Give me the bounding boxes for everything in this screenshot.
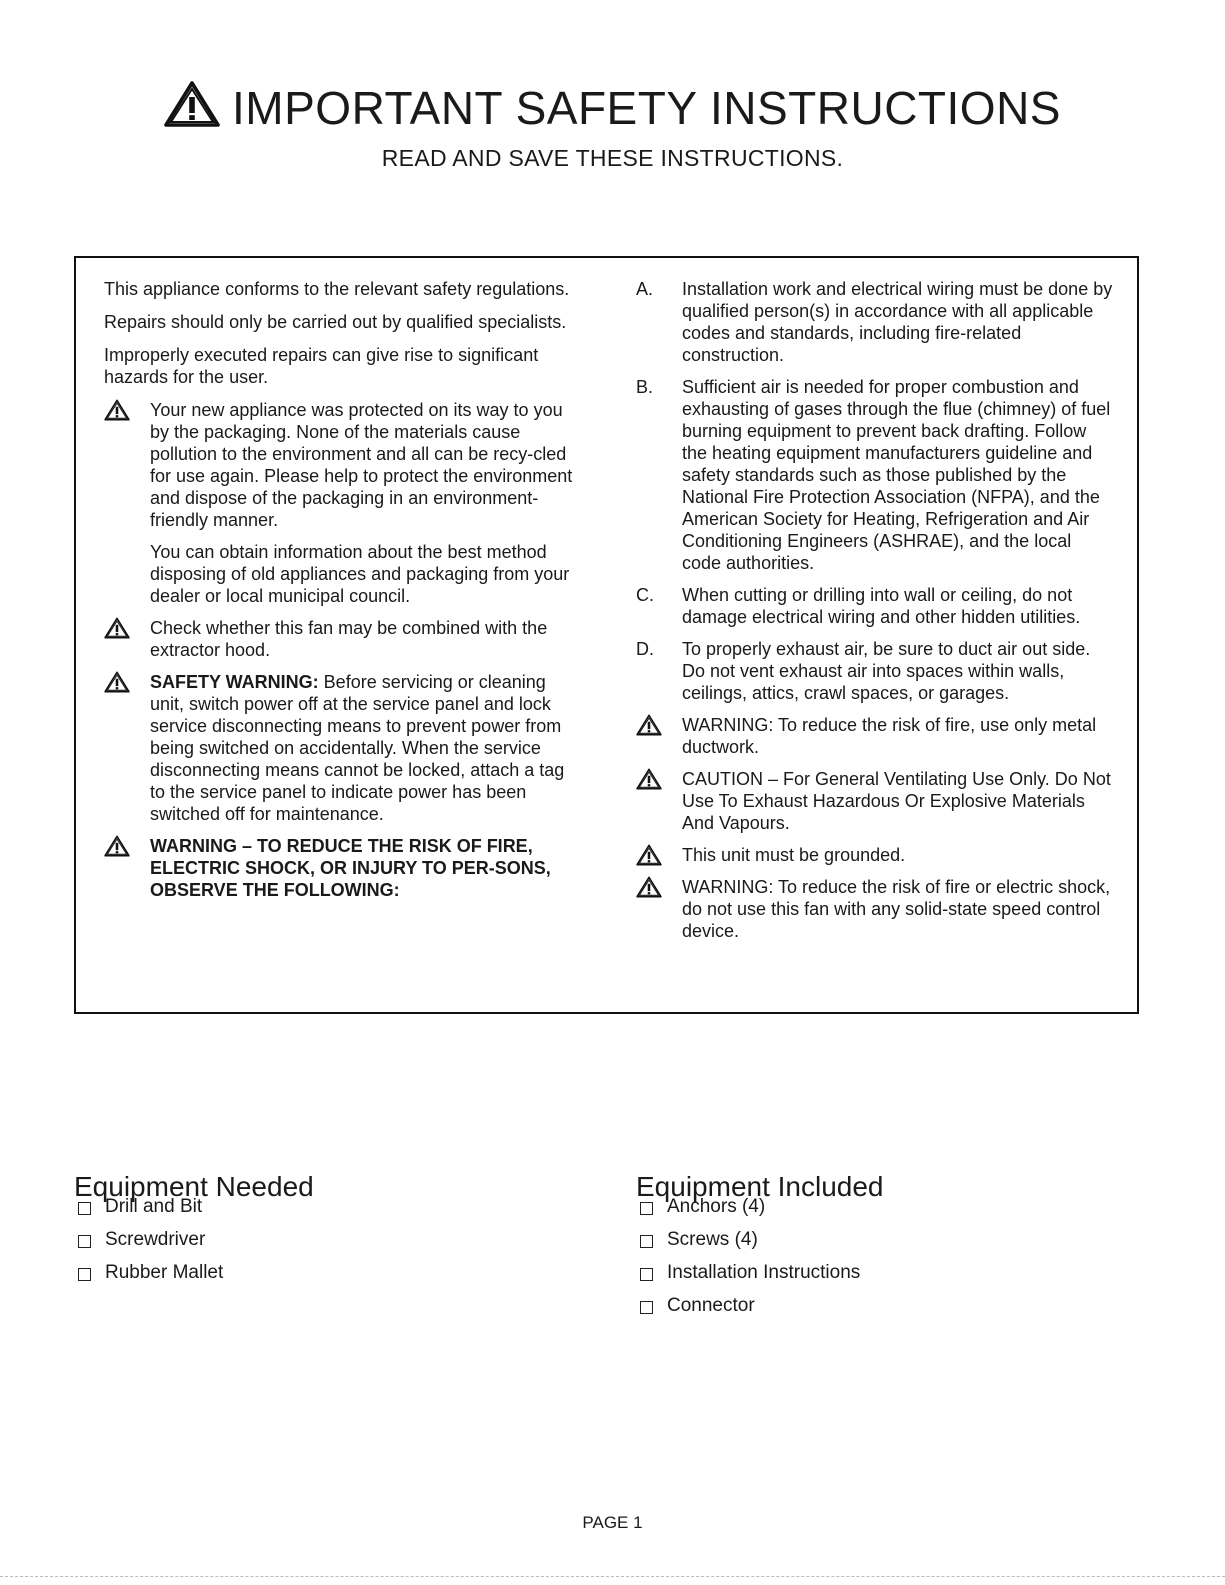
list-item-label: Screws (4) xyxy=(667,1229,758,1250)
checkbox-icon xyxy=(78,1202,91,1215)
intro-paragraph: Repairs should only be carried out by qualified specialists. xyxy=(104,312,567,332)
equipment-included-heading: Equipment Included xyxy=(636,1171,884,1203)
extractor-warning xyxy=(104,617,580,661)
warning-triangle-icon xyxy=(636,714,662,736)
checkbox-icon xyxy=(640,1301,653,1314)
ventilation-caution xyxy=(636,768,1114,834)
item-letter: B. xyxy=(636,377,654,397)
fire-warning xyxy=(104,835,580,901)
item-text: Installation work and electrical wiring must be done by qualified person(s) in accordance with all applicable codes and standards, including fire-related construction. xyxy=(682,279,1113,365)
equipment-needed-heading: Equipment Needed xyxy=(74,1171,314,1203)
item-text: Sufficient air is needed for proper combustion and exhausting of gases through the flue (chimney) of fuel burning equipment to prevent back drafting. Follow the heating equipment manufacturers guideline and safety standards such as those published by the National Fire Protection Association (NFPA), and the American Society for Heating, Refrigeration and Air Conditioning Engineers (ASHRAE), and the local code authorities. xyxy=(682,377,1111,573)
item-letter: D. xyxy=(636,639,654,659)
safety-left-column xyxy=(104,278,580,911)
warning-triangle-icon xyxy=(636,844,662,866)
warning-triangle-icon xyxy=(104,671,130,693)
lettered-item xyxy=(636,376,1114,574)
list-item-label: Screwdriver xyxy=(105,1229,206,1250)
disposal-info-text: You can obtain information about the best method disposing of old appliances and packaging from your dealer or local municipal council. xyxy=(150,542,570,606)
warning-triangle-icon xyxy=(104,617,130,639)
warning-triangle-icon xyxy=(164,80,220,128)
warning-triangle-icon xyxy=(636,876,662,898)
lettered-item xyxy=(636,278,1114,366)
checkbox-icon xyxy=(640,1268,653,1281)
warning-text: CAUTION – For General Ventilating Use Only. Do Not Use To Exhaust Hazardous Or Explosive Materials And Vapours. xyxy=(682,769,1111,833)
safety-warning xyxy=(104,671,580,825)
ductwork-warning xyxy=(636,714,1114,758)
list-item-label: Connector xyxy=(667,1295,755,1316)
speed-control-warning xyxy=(636,876,1114,942)
fire-warning-text: WARNING – TO REDUCE THE RISK OF FIRE, ELECTRIC SHOCK, OR INJURY TO PER-SONS, OBSERVE THE FOLLOWING: xyxy=(150,836,551,900)
warning-text: This unit must be grounded. xyxy=(682,845,906,865)
list-item xyxy=(78,1262,223,1295)
grounding-warning xyxy=(636,844,1114,866)
list-item-label: Installation Instructions xyxy=(667,1262,861,1283)
intro-paragraph: Improperly executed repairs can give rise to significant hazards for the user. xyxy=(104,345,539,387)
equipment-needed-list xyxy=(78,1196,223,1295)
checkbox-icon xyxy=(640,1235,653,1248)
list-item xyxy=(78,1196,223,1229)
page-subtitle: READ AND SAVE THESE INSTRUCTIONS. xyxy=(381,145,844,171)
warning-triangle-icon xyxy=(104,399,130,421)
list-item xyxy=(640,1196,860,1229)
list-item xyxy=(78,1229,223,1262)
list-item xyxy=(640,1295,860,1328)
checkbox-icon xyxy=(78,1235,91,1248)
checkbox-icon xyxy=(78,1268,91,1281)
warning-triangle-icon xyxy=(104,835,130,857)
list-item-label: Anchors (4) xyxy=(667,1196,766,1217)
safety-instructions-box xyxy=(74,256,1139,1014)
safety-warning-text: Before servicing or cleaning unit, switch power off at the service panel and lock service disconnecting means to prevent power from being switched on accidentally. When the service disconnecting means cannot be locked, attach a tag to the service panel to indicate power has been switched off for maintenance. xyxy=(150,672,565,824)
list-item xyxy=(640,1229,860,1262)
warning-text: WARNING: To reduce the risk of fire or electric shock, do not use this fan with any solid-state speed control device. xyxy=(682,877,1111,941)
divider xyxy=(0,1576,1225,1577)
list-item xyxy=(640,1262,860,1295)
item-letter: C. xyxy=(636,585,654,605)
checkbox-icon xyxy=(640,1202,653,1215)
item-letter: A. xyxy=(636,279,654,299)
item-text: To properly exhaust air, be sure to duct air out side. Do not vent exhaust air into spaces within walls, ceilings, attics, crawl spaces, or garages. xyxy=(682,639,1091,703)
intro-paragraph: This appliance conforms to the relevant safety regulations. xyxy=(104,279,570,299)
lettered-item xyxy=(636,584,1114,628)
safety-warning-label: SAFETY WARNING: xyxy=(150,672,319,692)
lettered-item xyxy=(636,638,1114,704)
page-title-text: IMPORTANT SAFETY INSTRUCTIONS xyxy=(232,82,1061,134)
list-item-label: Drill and Bit xyxy=(105,1196,203,1217)
warning-triangle-icon xyxy=(636,768,662,790)
safety-right-column xyxy=(636,278,1114,952)
list-item-label: Rubber Mallet xyxy=(105,1262,224,1283)
page-title xyxy=(0,80,1225,136)
equipment-included-list xyxy=(640,1196,860,1328)
item-text: When cutting or drilling into wall or ceiling, do not damage electrical wiring and other hidden utilities. xyxy=(682,585,1081,627)
warning-text: WARNING: To reduce the risk of fire, use only metal ductwork. xyxy=(682,715,1097,757)
extractor-warning-text: Check whether this fan may be combined with the extractor hood. xyxy=(150,618,548,660)
page-number: PAGE 1 xyxy=(582,1513,643,1532)
packaging-warning-text: Your new appliance was protected on its way to you by the packaging. None of the materials cause pollution to the environment and all can be recy-cled for use again. Please help to protect the environment and dispose of the packaging in an environment-friendly manner. xyxy=(150,400,573,530)
packaging-warning xyxy=(104,399,580,607)
